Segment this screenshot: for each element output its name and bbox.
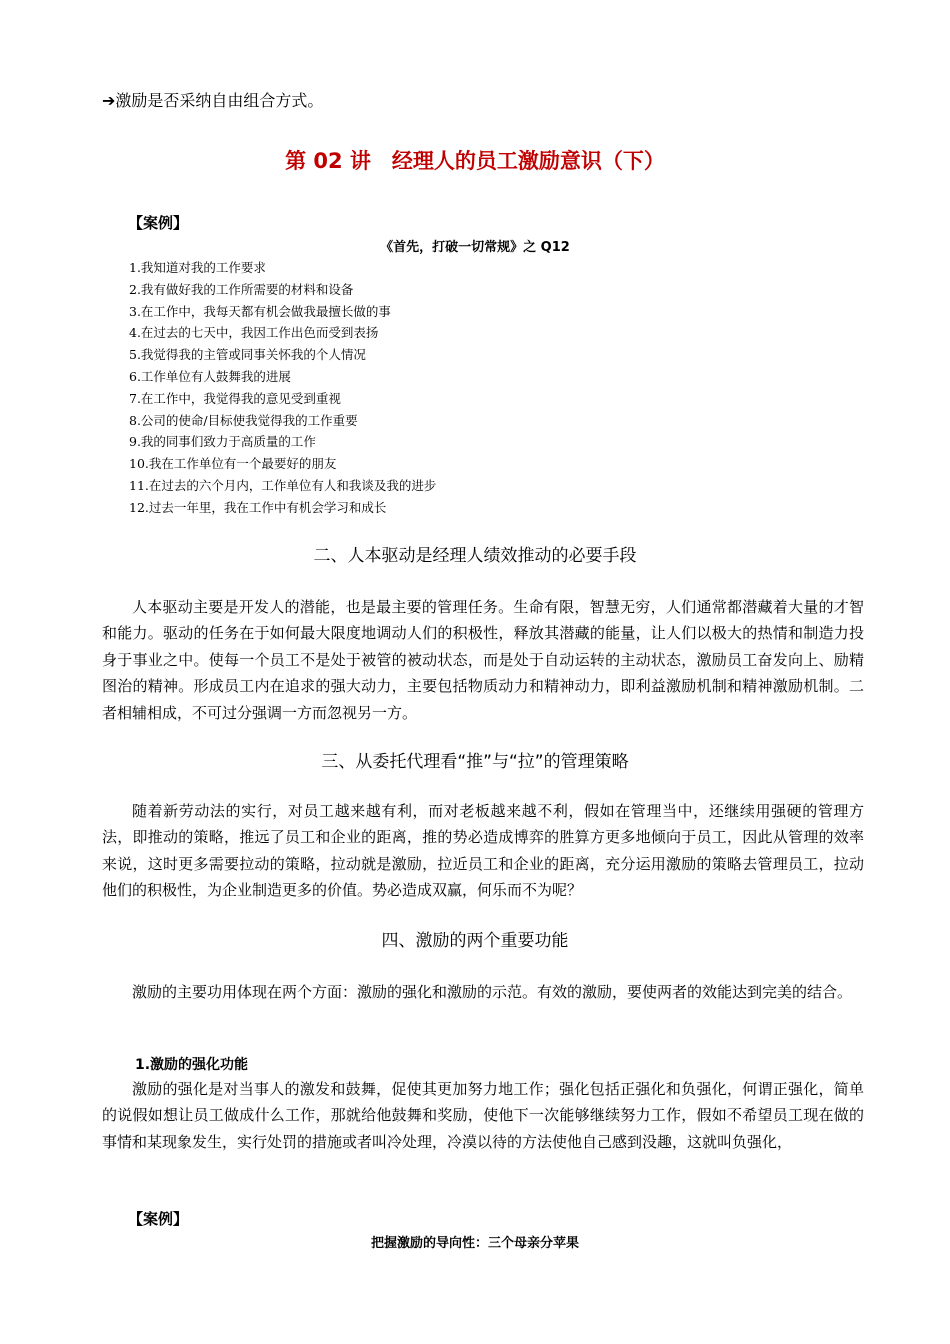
- section-heading: 四、激励的两个重要功能: [381, 931, 569, 951]
- section-heading: 三、从委托代理看“推”与“拉”的管理策略: [321, 752, 629, 772]
- section-paragraph: 随着新劳动法的实行，对员工越来越有利，而对老板越来越不利，假如在管理当中，还继续用强硬的管理方法，即推动的策略，推远了员工和企业的距离，推的势必造成博弈的胜算方更多地倾向于员工，因此从管理的效率来说，这时更多需要拉动的策略，拉动就是激励，拉近员工和企业的距离，充分运用激励的策略去管理员工，拉动他们的积极性，为企业制造更多的价值。势必造成双赢，何乐而不为呢？: [102, 802, 864, 900]
- arrow-icon: ➔: [102, 91, 116, 110]
- list-item: 1.我知道对我的工作要求: [129, 260, 266, 275]
- list-item: 6.工作单位有人鼓舞我的进展: [129, 368, 291, 384]
- list-item: 8.公司的使命/目标使我觉得我的工作重要: [129, 412, 358, 428]
- list-item: 11.在过去的六个月内，工作单位有人和我谈及我的进步: [129, 477, 437, 493]
- list-item: 12.过去一年里，我在工作中有机会学习和成长: [129, 499, 387, 515]
- list-item: 4.在过去的七天中，我因工作出色而受到表扬: [129, 325, 379, 341]
- list-item: 10.我在工作单位有一个最要好的朋友: [129, 456, 337, 472]
- sub-heading: 1.激励的强化功能: [135, 1057, 249, 1073]
- case-title: 把握激励的导向性：三个母亲分苹果: [370, 1236, 579, 1251]
- lecture-title: 第 02 讲 经理人的员工激励意识（下）: [285, 149, 665, 173]
- case-label: 【案例】: [128, 214, 189, 232]
- section-heading: 二、人本驱动是经理人绩效推动的必要手段: [313, 546, 637, 566]
- case-title: 《首先，打破一切常规》之 Q12: [380, 240, 570, 255]
- list-item: 2.我有做好我的工作所需要的材料和设备: [129, 281, 354, 297]
- section-paragraph: 激励的主要功用体现在两个方面：激励的强化和激励的示范。有效的激励，要使两者的效能达到完美的结合。: [132, 983, 853, 1001]
- sub-paragraph: 激励的强化是对当事人的激发和鼓舞，促使其更加努力地工作；强化包括正强化和负强化，何谓正强化，简单的说假如想让员工做成什么工作，那就给他鼓舞和奖励，使他下一次能够继续努力工作，假如不希望员工现在做的事情和某现象发生，实行处罚的措施或者叫冷处理，冷漠以待的方法使他自己感到没趣，这就叫负强化，: [102, 1080, 864, 1151]
- list-item: 3.在工作中，我每天都有机会做我最擅长做的事: [129, 303, 391, 319]
- case-label: 【案例】: [128, 1210, 189, 1228]
- intro-line: [102, 88, 323, 111]
- list-item: 7.在工作中，我觉得我的意见受到重视: [129, 390, 341, 406]
- list-item: 9.我的同事们致力于高质量的工作: [129, 434, 316, 450]
- q12-list: [129, 257, 436, 519]
- intro-text: 激励是否采纳自由组合方式。: [115, 91, 324, 110]
- section-paragraph: 人本驱动主要是开发人的潜能，也是最主要的管理任务。生命有限，智慧无穷，人们通常都潜藏着大量的才智和能力。驱动的任务在于如何最大限度地调动人们的积极性，释放其潜藏的能量，让人们以极大的热情和制造力投身于事业之中。使每一个员工不是处于被管的被动状态，而是处于自动运转的主动状态，激励员工奋发向上、励精图治的精神。形成员工内在追求的强大动力，主要包括物质动力和精神动力，即利益激励机制和精神激励机制。二者相辅相成，不可过分强调一方而忽视另一方。: [102, 598, 864, 722]
- list-item: 5.我觉得我的主管或同事关怀我的个人情况: [129, 347, 366, 363]
